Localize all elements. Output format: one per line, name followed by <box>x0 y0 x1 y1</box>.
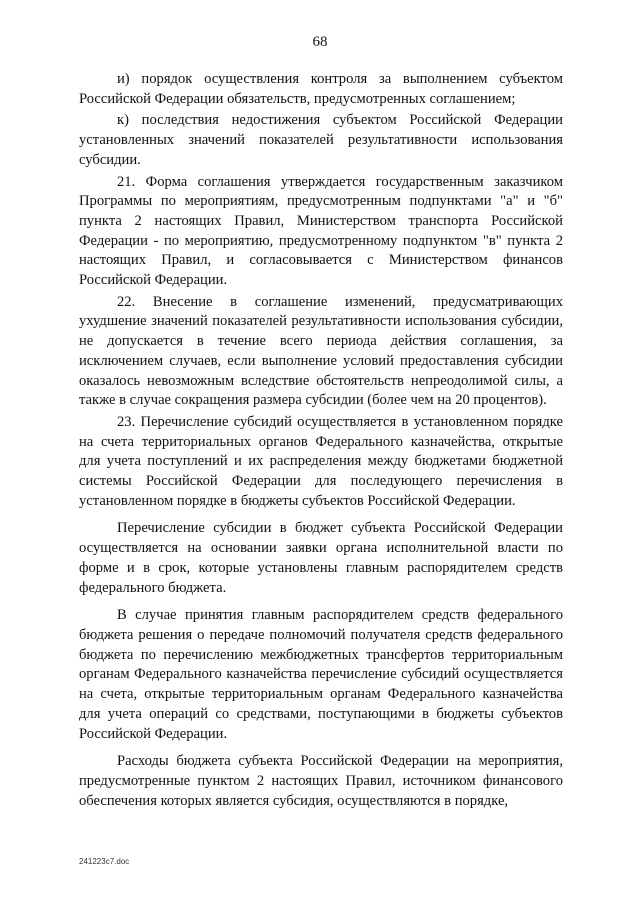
paragraph-clause-23: 23. Перечисление субсидий осуществляется в установленном порядке на счета территориальных органов Федерального казначейства, открытые для учета поступлений и их распределения между бюджетами бюджетной системы Российской Федерации для последующего перечисления в установленном порядке в бюджеты субъектов Российской Федерации. <box>79 413 563 509</box>
document-body <box>79 70 563 813</box>
paragraph-item-k: к) последствия недостижения субъектом Российской Федерации установленных значений показателей результативности использования субсидии. <box>79 112 563 168</box>
paragraph-clause-21: 21. Форма соглашения утверждается государственным заказчиком Программы по мероприятиям, предусмотренным подпунктами "а" и "б" пункта 2 настоящих Правил, Министерством транспорта Российской Федерации - по мероприятию, предусмотренному подпунктом "в" пункта 2 настоящих Правил, и согласовывается с Министерством финансов Российской Федерации. <box>79 173 563 289</box>
paragraph-item-i: и) порядок осуществления контроля за выполнением субъектом Российской Федерации обязательств, предусмотренных соглашением; <box>79 71 563 107</box>
paragraph-clause-22: 22. Внесение в соглашение изменений, предусматривающих ухудшение значений показателей результативности использования субсидии, не допускается в течение всего периода действия соглашения, за исключением случаев, если выполнение условий предоставления субсидии оказалось невозможным вследствие обстоятельств непреодолимой силы, а также в случае сокращения размера субсидии (более чем на 20 процентов). <box>79 293 563 409</box>
document-file-code: 241223c7.doc <box>79 857 130 866</box>
paragraph-authority-transfer: В случае принятия главным распорядителем средств федерального бюджета решения о передаче полномочий получателя средств федерального бюджета по перечислению межбюджетных трансфертов территориальным органам Федерального казначейства перечисление субсидий осуществляется на счета, открытые территориальным органам Федерального казначейства для учета операций со средствами, поступающими в бюджеты субъектов Российской Федерации. <box>79 607 563 742</box>
paragraph-transfer-request: Перечисление субсидии в бюджет субъекта Российской Федерации осуществляется на основании заявки органа исполнительной власти по форме и в срок, которые установлены главным распорядителем средств федерального бюджета. <box>79 520 563 596</box>
paragraph-regional-expenses: Расходы бюджета субъекта Российской Федерации на мероприятия, предусмотренные пунктом 2 настоящих Правил, источником финансового обеспечения которых является субсидия, осуществляются в порядке, <box>79 753 563 809</box>
page-number: 68 <box>312 34 328 50</box>
